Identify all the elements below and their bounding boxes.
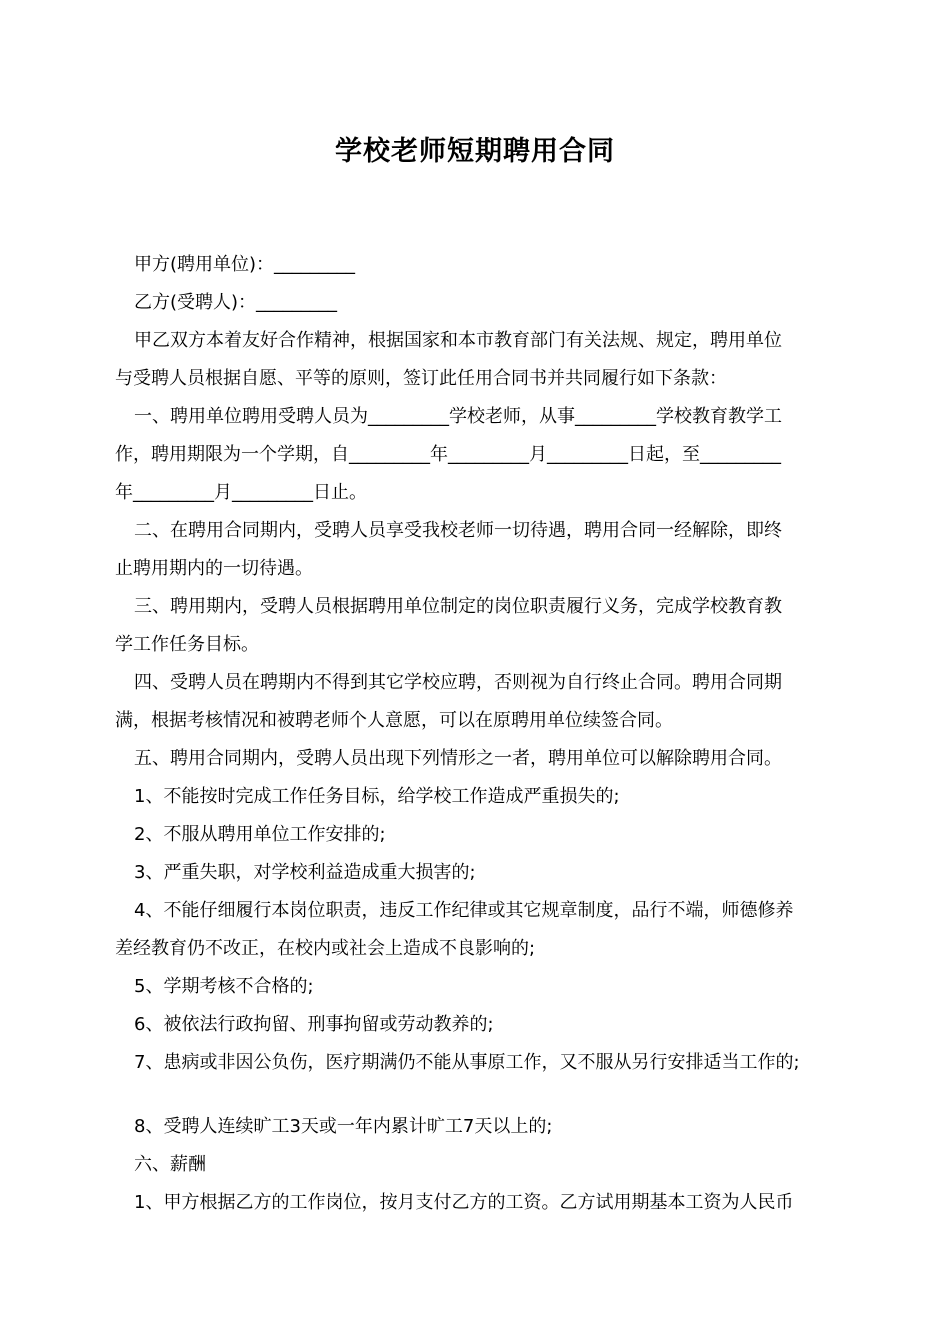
party-a-line: 甲方(聘用单位)：_________ xyxy=(134,254,356,275)
item-2-line: 2、不服从聘用单位工作安排的; xyxy=(134,824,386,845)
clause-1-line-2: 作，聘用期限为一个学期，自_________年_________月_________日起，至_________ xyxy=(115,444,781,465)
clause-1-line-3: 年_________月_________日止。 xyxy=(115,482,367,503)
item-3-line: 3、严重失职，对学校利益造成重大损害的; xyxy=(134,862,476,883)
clause-5-line: 五、聘用合同期内，受聘人员出现下列情形之一者，聘用单位可以解除聘用合同。 xyxy=(134,748,782,769)
clause-4-line-1: 四、受聘人员在聘期内不得到其它学校应聘，否则视为自行终止合同。聘用合同期 xyxy=(134,672,782,693)
item-7-line: 7、患病或非因公负伤，医疗期满仍不能从事原工作，又不服从另行安排适当工作的; xyxy=(134,1052,800,1073)
clause-6-heading: 六、薪酬 xyxy=(134,1154,206,1175)
salary-item-1-line: 1、甲方根据乙方的工作岗位，按月支付乙方的工资。乙方试用期基本工资为人民币 xyxy=(134,1192,794,1213)
clause-2-line-1: 二、在聘用合同期内，受聘人员享受我校老师一切待遇，聘用合同一经解除，即终 xyxy=(134,520,782,541)
item-1-line: 1、不能按时完成工作任务目标，给学校工作造成严重损失的; xyxy=(134,786,620,807)
item-4-line-2: 差经教育仍不改正，在校内或社会上造成不良影响的; xyxy=(115,938,536,959)
item-5-line: 5、学期考核不合格的; xyxy=(134,976,314,997)
preamble-line-1: 甲乙双方本着友好合作精神，根据国家和本市教育部门有关法规、规定，聘用单位 xyxy=(134,330,782,351)
document-title: 学校老师短期聘用合同 xyxy=(335,136,615,167)
clause-4-line-2: 满，根据考核情况和被聘老师个人意愿，可以在原聘用单位续签合同。 xyxy=(115,710,673,731)
clause-3-line-1: 三、聘用期内，受聘人员根据聘用单位制定的岗位职责履行义务，完成学校教育教 xyxy=(134,596,782,617)
item-8-line: 8、受聘人连续旷工3天或一年内累计旷工7天以上的; xyxy=(134,1116,553,1137)
preamble-line-2: 与受聘人员根据自愿、平等的原则，签订此任用合同书并共同履行如下条款： xyxy=(115,368,727,389)
party-b-line: 乙方(受聘人)：_________ xyxy=(134,292,338,313)
item-4-line-1: 4、不能仔细履行本岗位职责，违反工作纪律或其它规章制度，品行不端，师德修养 xyxy=(134,900,794,921)
clause-3-line-2: 学工作任务目标。 xyxy=(115,634,259,655)
clause-1-line-1: 一、聘用单位聘用受聘人员为_________学校老师，从事_________学校教育教学工 xyxy=(134,406,782,427)
clause-2-line-2: 止聘用期内的一切待遇。 xyxy=(115,558,313,579)
item-6-line: 6、被依法行政拘留、刑事拘留或劳动教养的; xyxy=(134,1014,494,1035)
